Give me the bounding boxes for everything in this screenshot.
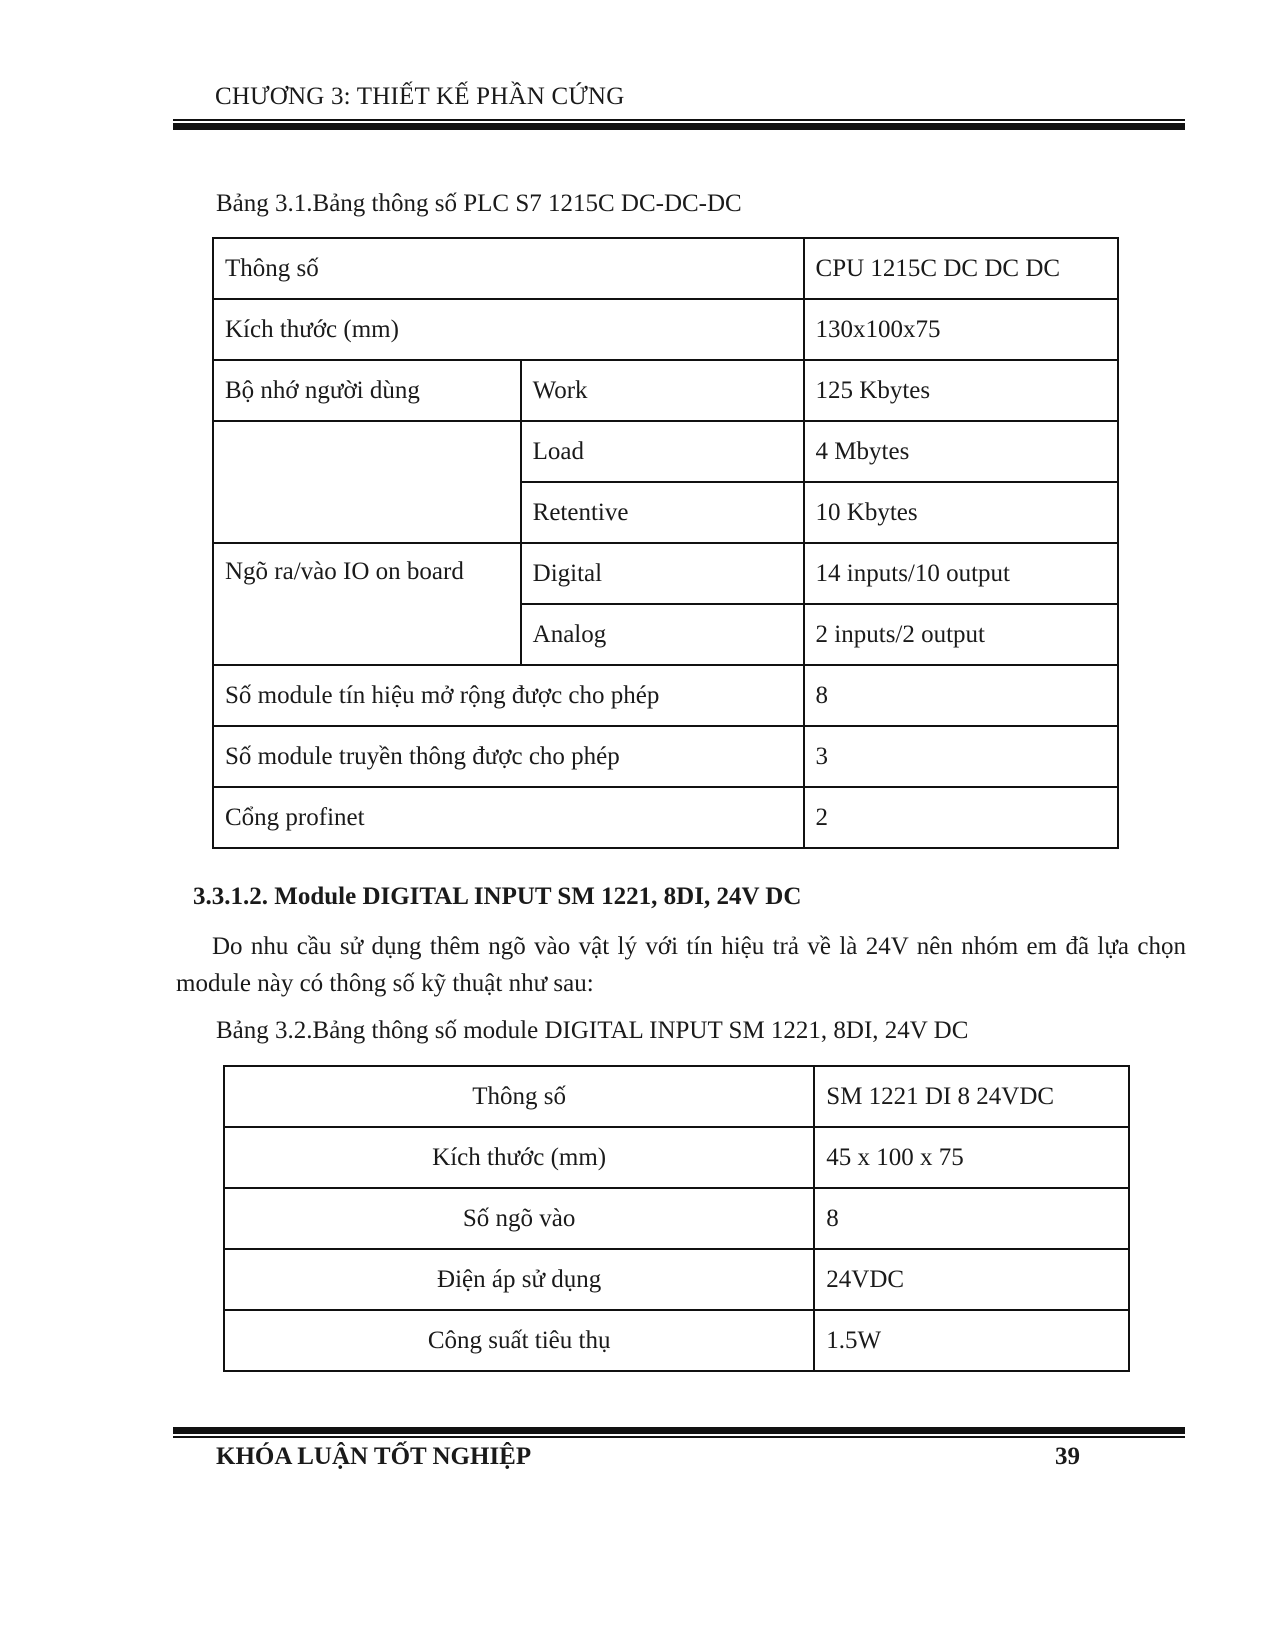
table-cell: 45 x 100 x 75 — [814, 1127, 1129, 1188]
table-row — [224, 1249, 1129, 1310]
table-row — [224, 1188, 1129, 1249]
table-row — [224, 1127, 1129, 1188]
table-cell: 1.5W — [814, 1310, 1129, 1371]
table-cell: 4 Mbytes — [804, 421, 1118, 482]
table-cell: Bộ nhớ người dùng — [213, 360, 521, 421]
table-cell: 3 — [804, 726, 1118, 787]
page-number: 39 — [1055, 1443, 1080, 1470]
table-cell: Điện áp sử dụng — [224, 1249, 814, 1310]
table-cell: 8 — [804, 665, 1118, 726]
table-row — [213, 238, 1118, 299]
table-cell: Work — [521, 360, 804, 421]
header-rule-thin — [173, 119, 1185, 121]
di-module-spec-table — [223, 1065, 1130, 1372]
table-cell: 2 inputs/2 output — [804, 604, 1118, 665]
table-cell: Kích thước (mm) — [213, 299, 804, 360]
table-cell: 24VDC — [814, 1249, 1129, 1310]
table-row — [213, 299, 1118, 360]
footer-rule-thick — [173, 1427, 1185, 1434]
table-cell: CPU 1215C DC DC DC — [804, 238, 1118, 299]
table-row — [213, 787, 1118, 848]
plc-spec-table — [212, 237, 1119, 849]
table-cell: Retentive — [521, 482, 804, 543]
table-row — [213, 665, 1118, 726]
table-row — [224, 1066, 1129, 1127]
table-cell: Cổng profinet — [213, 787, 804, 848]
table-cell: 125 Kbytes — [804, 360, 1118, 421]
table-row — [213, 543, 1118, 604]
table-cell: Load — [521, 421, 804, 482]
table-cell: SM 1221 DI 8 24VDC — [814, 1066, 1129, 1127]
table-cell: 10 Kbytes — [804, 482, 1118, 543]
table-cell: 130x100x75 — [804, 299, 1118, 360]
table-cell: Analog — [521, 604, 804, 665]
chapter-header: CHƯƠNG 3: THIẾT KẾ PHẦN CỨNG — [215, 83, 625, 110]
table1-caption: Bảng 3.1.Bảng thông số PLC S7 1215C DC-DC-DC — [216, 190, 742, 217]
table-cell: Thông số — [224, 1066, 814, 1127]
table-cell: Digital — [521, 543, 804, 604]
table-row — [224, 1310, 1129, 1371]
table-cell-empty — [213, 421, 521, 543]
table2-caption: Bảng 3.2.Bảng thông số module DIGITAL INPUT SM 1221, 8DI, 24V DC — [216, 1017, 969, 1044]
table-row — [213, 360, 1118, 421]
table-cell: Thông số — [213, 238, 804, 299]
header-rule-thick — [173, 123, 1185, 130]
section-heading: 3.3.1.2. Module DIGITAL INPUT SM 1221, 8DI, 24V DC — [193, 883, 802, 910]
footer-rule-thin — [173, 1436, 1185, 1438]
table-cell: Ngõ ra/vào IO on board — [213, 543, 521, 665]
table-cell: 14 inputs/10 output — [804, 543, 1118, 604]
table-row — [213, 421, 1118, 482]
table-row — [213, 726, 1118, 787]
footer-thesis-label: KHÓA LUẬN TỐT NGHIỆP — [216, 1443, 532, 1470]
table-cell: Số ngõ vào — [224, 1188, 814, 1249]
table-cell: 8 — [814, 1188, 1129, 1249]
table-cell: Số module truyền thông được cho phép — [213, 726, 804, 787]
table-cell: 2 — [804, 787, 1118, 848]
body-paragraph: Do nhu cầu sử dụng thêm ngõ vào vật lý với tín hiệu trả về là 24V nên nhóm em đã lựa chọn module này có thông số kỹ thuật như sau: — [176, 933, 1186, 997]
table-cell: Kích thước (mm) — [224, 1127, 814, 1188]
table-cell: Công suất tiêu thụ — [224, 1310, 814, 1371]
table-cell: Số module tín hiệu mở rộng được cho phép — [213, 665, 804, 726]
